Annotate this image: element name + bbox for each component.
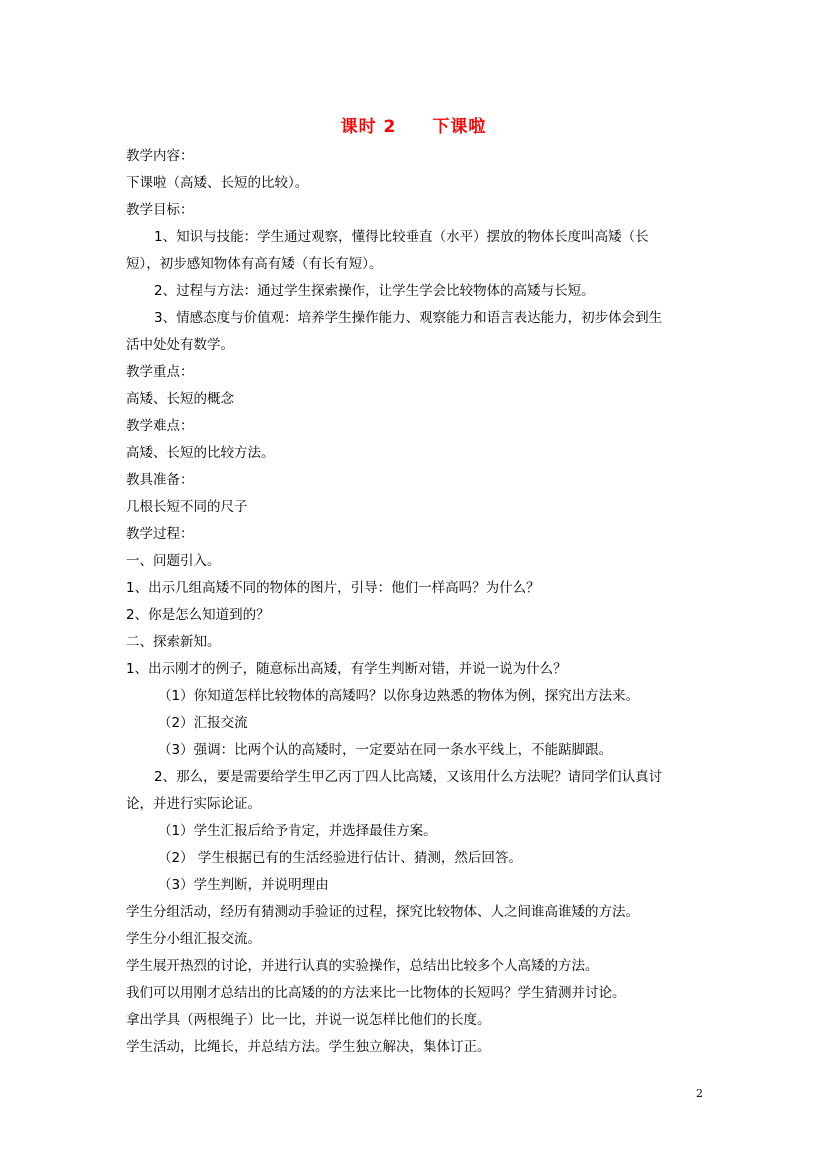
text-line: 二、探索新知。 bbox=[126, 634, 221, 650]
lesson-title: 课时 2 下课啦 bbox=[340, 117, 487, 137]
text-line: 论，并进行实际论证。 bbox=[126, 796, 261, 812]
text-line: （3）强调：比两个认的高矮时，一定要站在同一条水平线上，不能踮脚跟。 bbox=[158, 742, 613, 758]
text-line: （1）你知道怎样比较物体的高矮吗？以你身边熟悉的物体为例，探究出方法来。 bbox=[158, 688, 640, 704]
text-line: 2、你是怎么知道到的？ bbox=[126, 607, 270, 623]
text-line: （2） 学生根据已有的生活经验进行估计、猜测，然后回答。 bbox=[158, 850, 522, 866]
text-line: 我们可以用刚才总结出的比高矮的的方法来比一比物体的长短吗？学生猜测并讨论。 bbox=[126, 985, 626, 1001]
text-line: 一、问题引入。 bbox=[126, 553, 221, 569]
text-line: 高矮、长短的概念 bbox=[126, 391, 234, 407]
text-line: （2）汇报交流 bbox=[158, 715, 248, 731]
text-line: 拿出学具（两根绳子）比一比，并说一说怎样比他们的长度。 bbox=[126, 1012, 491, 1028]
text-line: 教学目标： bbox=[126, 202, 194, 218]
text-line: 高矮、长短的比较方法。 bbox=[126, 445, 275, 461]
text-line: 活中处处有数学。 bbox=[126, 337, 234, 353]
text-line: 学生分组活动，经历有猜测动手验证的过程，探究比较物体、人之间谁高谁矮的方法。 bbox=[126, 904, 639, 920]
text-line: 教学难点： bbox=[126, 418, 194, 434]
text-line: 1、知识与技能：学生通过观察，懂得比较垂直（水平）摆放的物体长度叫高矮（长 bbox=[154, 229, 649, 245]
page-number: 2 bbox=[696, 1087, 703, 1100]
text-line: 教学过程： bbox=[126, 526, 194, 542]
text-line: 1、出示几组高矮不同的物体的图片，引导：他们一样高吗？为什么？ bbox=[126, 580, 540, 596]
text-line: 1、出示刚才的例子，随意标出高矮，有学生判断对错，并说一说为什么？ bbox=[126, 661, 567, 677]
text-line: 教学重点： bbox=[126, 364, 194, 380]
text-line: （1）学生汇报后给予肯定，并选择最佳方案。 bbox=[158, 823, 437, 839]
text-line: 几根长短不同的尺子 bbox=[126, 499, 248, 515]
text-line: 学生分小组汇报交流。 bbox=[126, 931, 261, 947]
text-line: 2、那么，要是需要给学生甲乙丙丁四人比高矮，又该用什么方法呢？请同学们认真讨 bbox=[154, 769, 663, 785]
text-line: （3）学生判断，并说明理由 bbox=[158, 877, 329, 893]
text-line: 教学内容： bbox=[126, 148, 194, 164]
lesson-body bbox=[126, 143, 706, 1061]
text-line: 下课啦（高矮、长短的比较）。 bbox=[126, 175, 309, 191]
text-line: 短），初步感知物体有高有矮（有长有短）。 bbox=[126, 256, 383, 272]
text-line: 3、情感态度与价值观：培养学生操作能力、观察能力和语言表达能力，初步体会到生 bbox=[154, 310, 663, 326]
text-line: 学生展开热烈的讨论，并进行认真的实验操作，总结出比较多个人高矮的方法。 bbox=[126, 958, 599, 974]
text-line: 教具准备： bbox=[126, 472, 194, 488]
text-line: 2、过程与方法：通过学生探索操作，让学生学会比较物体的高矮与长短。 bbox=[154, 283, 595, 299]
text-line: 学生活动，比绳长，并总结方法。学生独立解决，集体订正。 bbox=[126, 1039, 491, 1055]
